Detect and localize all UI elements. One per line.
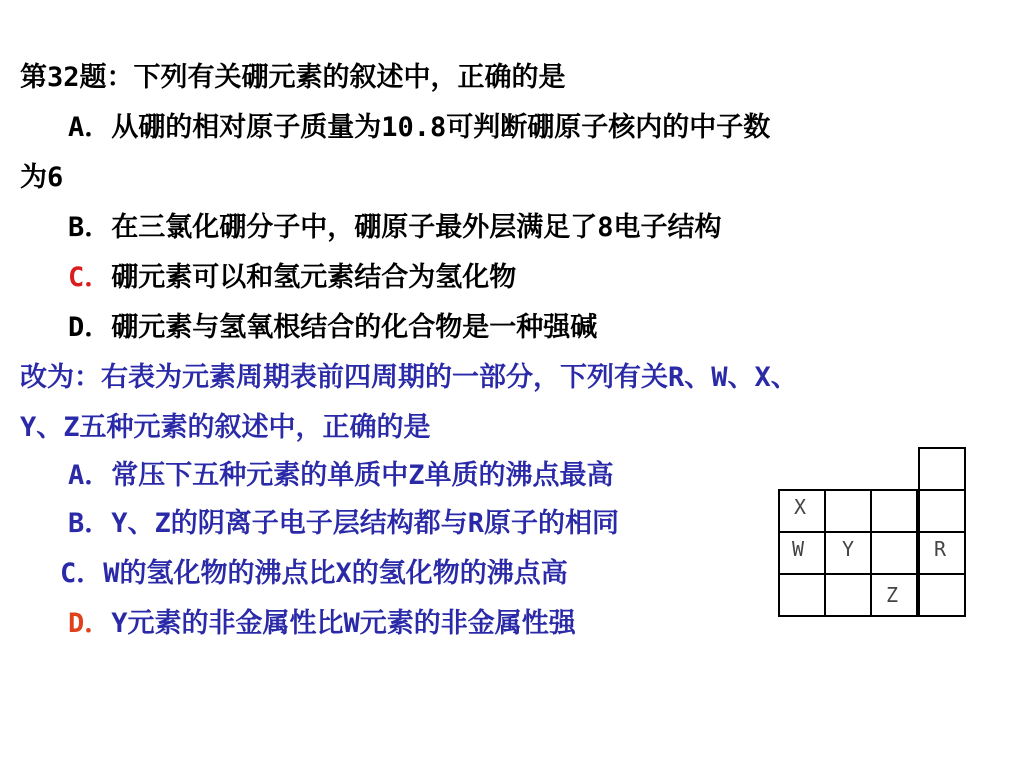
- revised-option-a: [68, 460, 614, 492]
- table-cell: [778, 573, 826, 617]
- table-cell: [918, 573, 966, 617]
- element-label-z: Z: [886, 583, 899, 607]
- revised-option-c-letter: C．: [60, 558, 104, 589]
- table-cell-x: [778, 489, 826, 533]
- revised-intro-line2: Y、Z五种元素的叙述中，正确的是: [20, 412, 431, 443]
- element-label-y: Y: [842, 537, 855, 561]
- option-b-letter: B．: [68, 212, 112, 243]
- table-cell: [824, 489, 872, 533]
- revised-option-d-text: Y元素的非金属性比W元素的非金属性强: [111, 608, 576, 639]
- revised-option-b: [68, 508, 619, 540]
- option-a-continuation: 为6: [20, 162, 64, 193]
- option-c-original: [68, 262, 516, 294]
- element-label-w: W: [792, 537, 805, 561]
- table-cell: [824, 573, 872, 617]
- option-d-letter: D．: [68, 312, 112, 343]
- revised-intro-line1: 改为：右表为元素周期表前四周期的一部分，下列有关R、W、X、: [20, 362, 798, 393]
- table-cell-y: [824, 531, 872, 575]
- table-cell-w: [778, 531, 826, 575]
- revised-option-a-letter: A．: [68, 460, 112, 491]
- revised-option-a-text: 常压下五种元素的单质中Z单质的沸点最高: [111, 460, 614, 491]
- option-c-letter-correct: C．: [68, 262, 112, 293]
- option-a-text: 从硼的相对原子质量为10.8可判断硼原子核内的中子数: [111, 112, 771, 143]
- question-title: 第32题：下列有关硼元素的叙述中，正确的是: [20, 62, 566, 93]
- option-d-text: 硼元素与氢氧根结合的化合物是一种强碱: [111, 312, 598, 343]
- option-b-text: 在三氯化硼分子中，硼原子最外层满足了8电子结构: [111, 212, 722, 243]
- option-a-original: [68, 112, 770, 144]
- table-cell: [918, 489, 966, 533]
- revised-option-c-text: W的氢化物的沸点比X的氢化物的沸点高: [103, 558, 568, 589]
- option-a-letter: A．: [68, 112, 112, 143]
- option-c-text: 硼元素可以和氢元素结合为氢化物: [111, 262, 517, 293]
- table-cell: [870, 531, 918, 575]
- revised-option-b-text: Y、Z的阴离子电子层结构都与R原子的相同: [111, 508, 620, 539]
- element-label-x: X: [794, 495, 807, 519]
- revised-option-d-letter-correct: D．: [68, 608, 112, 639]
- table-cell-z: [870, 573, 918, 617]
- periodic-table-fragment: [778, 447, 966, 617]
- table-cell: [870, 489, 918, 533]
- revised-option-d: [68, 608, 576, 640]
- option-d-original: [68, 312, 597, 344]
- option-b-original: [68, 212, 722, 244]
- revised-option-b-letter: B．: [68, 508, 112, 539]
- table-cell-r: [918, 531, 966, 575]
- element-label-r: R: [934, 537, 947, 561]
- table-cell: [918, 447, 966, 491]
- revised-option-c: [60, 558, 568, 590]
